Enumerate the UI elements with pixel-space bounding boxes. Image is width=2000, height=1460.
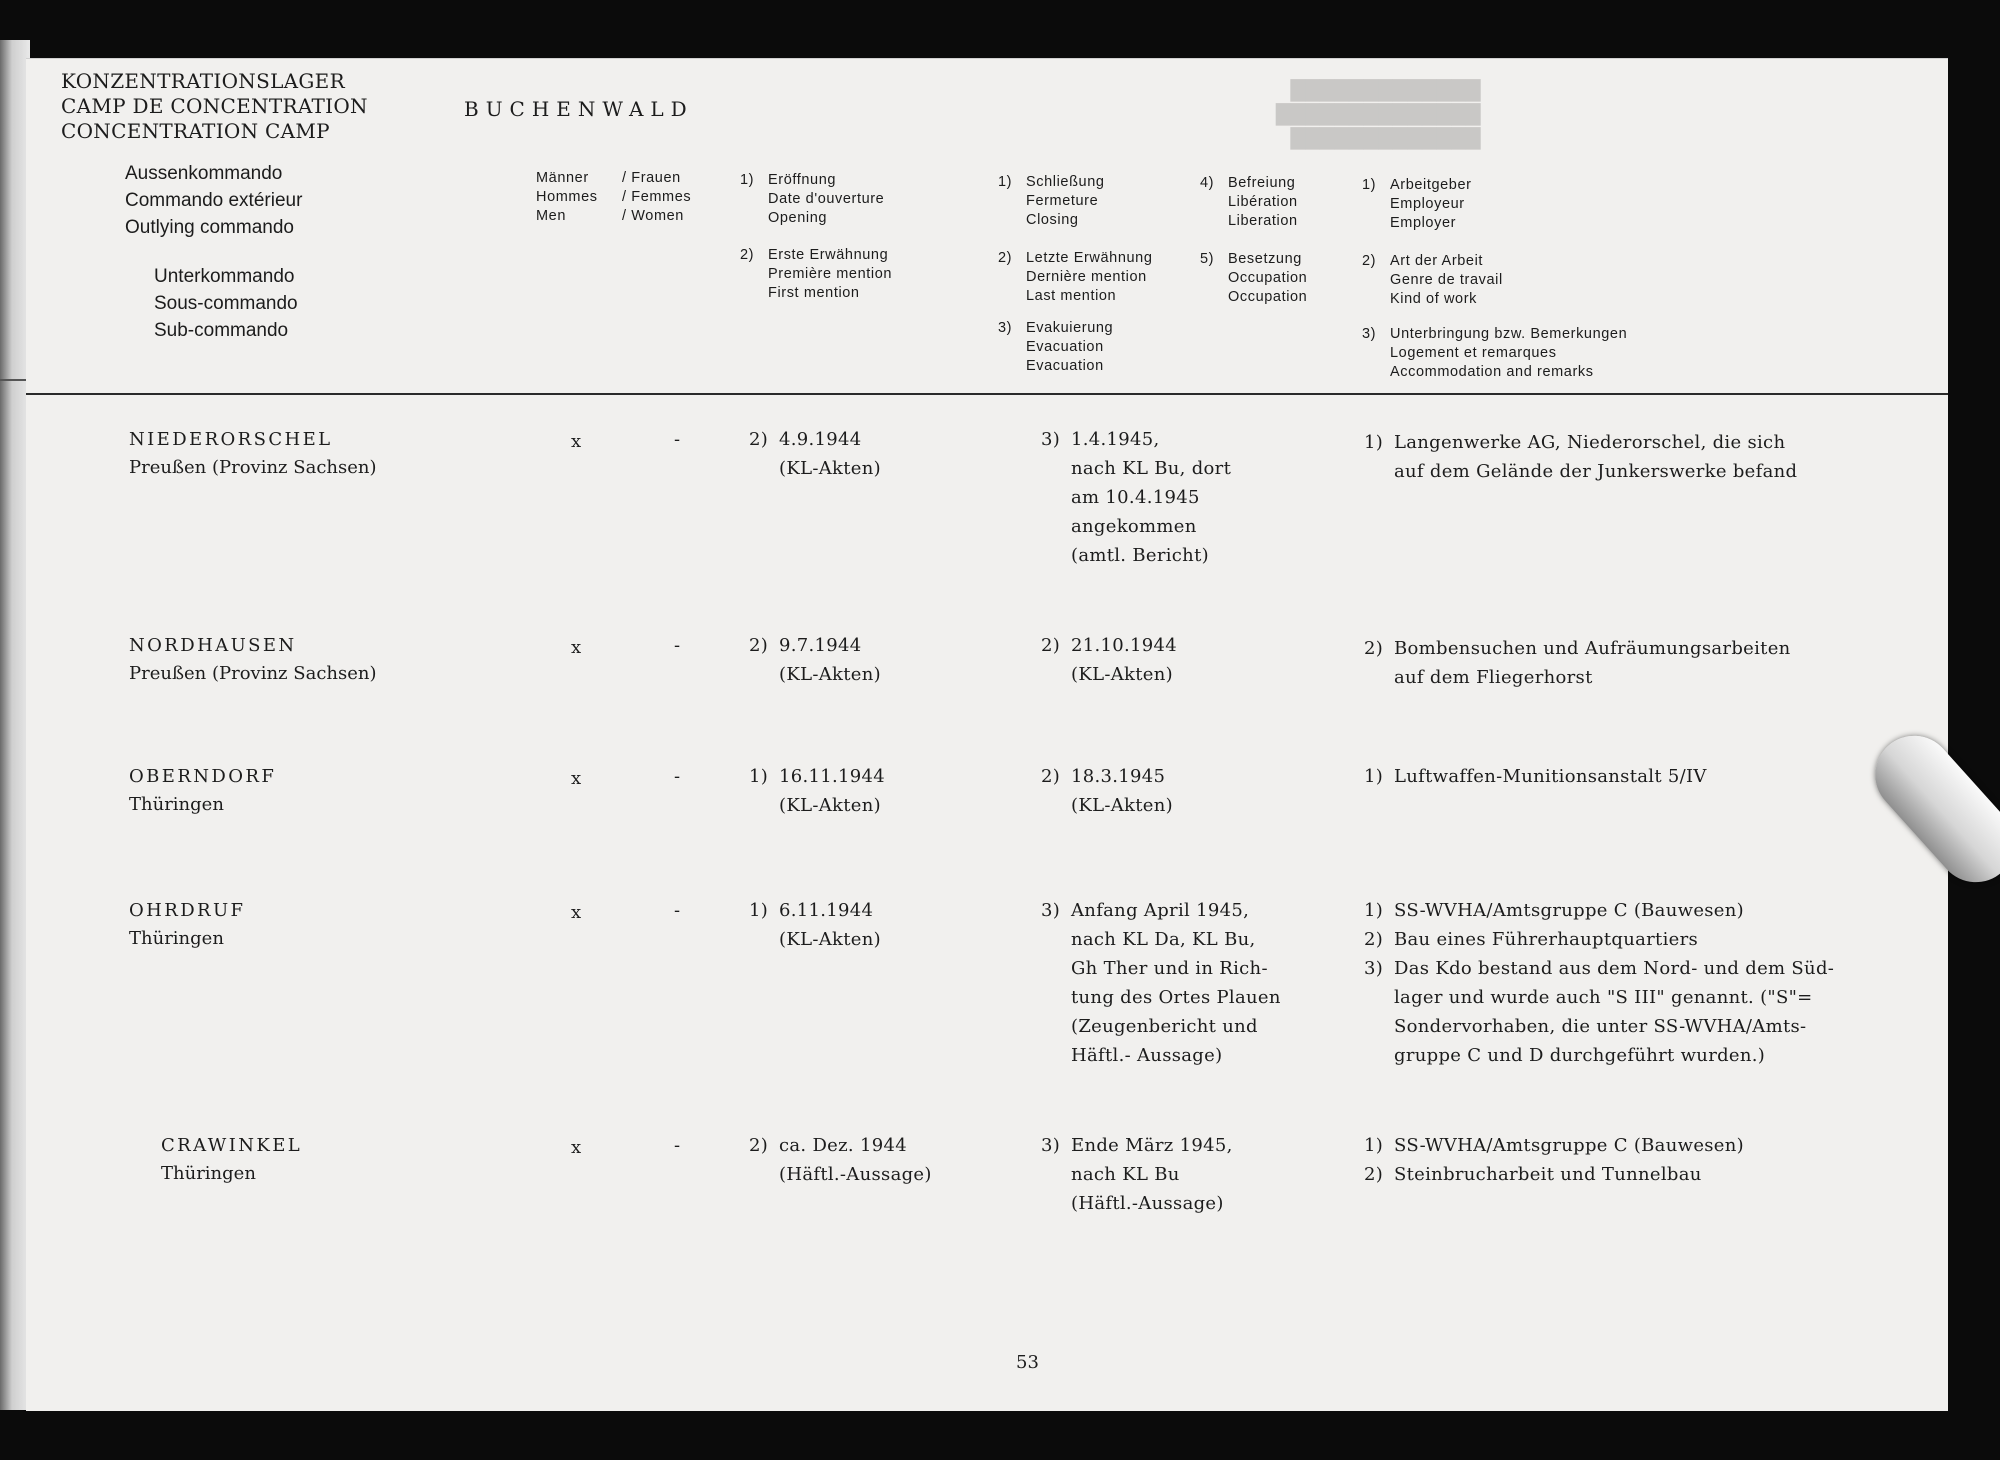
legend-opening (740, 171, 884, 228)
legend-opening-en: Opening (768, 210, 828, 226)
spine-divider (0, 379, 26, 381)
opening-source: (KL-Akten) (779, 929, 881, 950)
women-mark: - (674, 429, 681, 450)
subcamp-region: Preußen (Provinz Sachsen) (129, 663, 377, 684)
legend-last-mention (998, 249, 1153, 306)
legend-sex-men (536, 169, 598, 226)
legend-men-en: Men (536, 208, 567, 224)
opening-source: (Häftl.-Aussage) (779, 1164, 932, 1185)
work-line: Bombensuchen und Aufräumungsarbeiten (1394, 638, 1791, 659)
legend-work-de: Art der Arbeit (1390, 253, 1484, 269)
opening-num: 1) (749, 900, 769, 921)
women-mark: - (674, 766, 681, 787)
subcamp-name: NORDHAUSEN (129, 635, 297, 656)
closing-line: am 10.4.1945 (1071, 487, 1200, 508)
closing-line: Häftl.- Aussage) (1071, 1045, 1223, 1066)
outlying-de: Aussenkommando (125, 163, 283, 184)
closing-line: (KL-Akten) (1071, 795, 1173, 816)
legend-employer-num: 1) (1362, 177, 1377, 193)
closing-line: nach KL Bu (1071, 1164, 1180, 1185)
legend-accommodation (1362, 325, 1627, 382)
opening-cell (749, 631, 881, 689)
opening-cell (749, 425, 881, 483)
men-mark: x (571, 902, 582, 923)
closing-num: 3) (1041, 429, 1061, 450)
page-number: 53 (1016, 1352, 1039, 1373)
opening-date: 9.7.1944 (779, 635, 862, 656)
legend-last-mention-num: 2) (998, 250, 1013, 266)
legend-evacuation-num: 3) (998, 320, 1013, 336)
work-line: SS-WVHA/Amtsgruppe C (Bauwesen) (1394, 1135, 1744, 1156)
sub-fr: Sous-commando (154, 293, 298, 314)
opening-cell (749, 1131, 932, 1189)
work-cell (1364, 896, 1834, 1070)
subcamp-region: Thüringen (129, 794, 224, 815)
work-line: auf dem Gelände der Junkerswerke befand (1394, 461, 1798, 482)
legend-men-fr: Hommes (536, 189, 598, 205)
work-line: Luftwaffen-Munitionsanstalt 5/IV (1394, 766, 1707, 787)
work-num: 2) (1364, 1164, 1384, 1185)
opening-num: 1) (749, 766, 769, 787)
legend-work (1362, 252, 1503, 309)
closing-line: Gh Ther und in Rich- (1071, 958, 1268, 979)
legend-closing-de: Schließung (1026, 174, 1105, 190)
legend-occupation-de: Besetzung (1228, 251, 1302, 267)
work-line: Bau eines Führerhauptquartiers (1394, 929, 1699, 950)
legend-occupation-num: 5) (1200, 251, 1215, 267)
legend-occupation (1200, 250, 1307, 307)
legend-evacuation-de: Evakuierung (1026, 320, 1114, 336)
work-num: 1) (1364, 766, 1384, 787)
legend-sex-women (622, 169, 691, 226)
subcamp-name: NIEDERORSCHEL (129, 429, 333, 450)
work-num: 1) (1364, 432, 1384, 453)
legend-closing-num: 1) (998, 174, 1013, 190)
legend-liberation-de: Befreiung (1228, 175, 1296, 191)
legend-liberation-num: 4) (1200, 175, 1215, 191)
closing-line: (Häftl.-Aussage) (1071, 1193, 1224, 1214)
legend-employer (1362, 176, 1472, 233)
legend-employer-de: Arbeitgeber (1390, 177, 1472, 193)
subcamp-region: Thüringen (129, 928, 224, 949)
legend-last-mention-fr: Dernière mention (1026, 269, 1147, 285)
closing-cell (1041, 425, 1231, 570)
camp-line-fr: CAMP DE CONCENTRATION (61, 94, 368, 118)
closing-line: (Zeugenbericht und (1071, 1016, 1258, 1037)
opening-date: 16.11.1944 (779, 766, 886, 787)
opening-source: (KL-Akten) (779, 458, 881, 479)
legend-first-mention-en: First mention (768, 285, 860, 301)
legend-accommodation-fr: Logement et remarques (1390, 345, 1557, 361)
closing-cell (1041, 1131, 1233, 1218)
legend-occupation-fr: Occupation (1228, 270, 1308, 286)
legend-employer-en: Employer (1390, 215, 1457, 231)
opening-num: 2) (749, 429, 769, 450)
work-line: auf dem Fliegerhorst (1394, 667, 1593, 688)
legend-occupation-en: Occupation (1228, 289, 1308, 305)
closing-line: 18.3.1945 (1071, 766, 1166, 787)
closing-line: (KL-Akten) (1071, 664, 1173, 685)
legend-opening-fr: Date d'ouverture (768, 191, 885, 207)
legend-accommodation-en: Accommodation and remarks (1390, 364, 1594, 380)
opening-date: 4.9.1944 (779, 429, 862, 450)
sub-commando-label (154, 263, 298, 344)
outlying-en: Outlying commando (125, 217, 294, 238)
closing-cell (1041, 762, 1173, 820)
outlying-fr: Commando extérieur (125, 190, 303, 211)
legend-opening-num: 1) (740, 172, 755, 188)
legend-closing-en: Closing (1026, 212, 1079, 228)
sub-de: Unterkommando (154, 266, 295, 287)
closing-line: Anfang April 1945, (1071, 900, 1250, 921)
men-mark: x (571, 431, 582, 452)
legend-first-mention-num: 2) (740, 247, 755, 263)
closing-cell (1041, 631, 1177, 689)
legend-first-mention-de: Erste Erwähnung (768, 247, 889, 263)
work-line: SS-WVHA/Amtsgruppe C (Bauwesen) (1394, 900, 1744, 921)
work-cell (1364, 1131, 1744, 1189)
sub-en: Sub-commando (154, 320, 289, 341)
closing-line: nach KL Da, KL Bu, (1071, 929, 1256, 950)
document-page (26, 58, 1948, 1411)
women-mark: - (674, 1135, 681, 1156)
closing-line: tung des Ortes Plauen (1071, 987, 1281, 1008)
work-line: Das Kdo bestand aus dem Nord- und dem Süd- (1394, 958, 1835, 979)
camp-type-heading (61, 69, 368, 144)
opening-cell (749, 762, 885, 820)
legend-closing-fr: Fermeture (1026, 193, 1099, 209)
work-num: 1) (1364, 900, 1384, 921)
legend-evacuation-fr: Evacuation (1026, 339, 1104, 355)
opening-source: (KL-Akten) (779, 664, 881, 685)
camp-name: BUCHENWALD (464, 97, 694, 121)
legend-first-mention (740, 246, 892, 303)
opening-cell (749, 896, 881, 954)
work-line: Sondervorhaben, die unter SS-WVHA/Amts- (1394, 1016, 1807, 1037)
legend-first-mention-fr: Première mention (768, 266, 893, 282)
work-line: gruppe C und D durchgeführt wurden.) (1394, 1045, 1766, 1066)
work-cell (1364, 634, 1791, 692)
legend-men-de: Männer (536, 170, 589, 186)
closing-line: 21.10.1944 (1071, 635, 1178, 656)
closing-cell (1041, 896, 1281, 1070)
legend-work-num: 2) (1362, 253, 1377, 269)
subcamp-region: Preußen (Provinz Sachsen) (129, 457, 377, 478)
work-num: 2) (1364, 638, 1384, 659)
closing-line: angekommen (1071, 516, 1197, 537)
legend-evacuation (998, 319, 1113, 376)
closing-num: 2) (1041, 766, 1061, 787)
header-divider (26, 393, 1948, 395)
opening-source: (KL-Akten) (779, 795, 881, 816)
legend-accommodation-num: 3) (1362, 326, 1377, 342)
legend-women-fr: / Femmes (622, 189, 692, 205)
subcamp-name: OHRDRUF (129, 900, 246, 921)
closing-line: Ende März 1945, (1071, 1135, 1233, 1156)
work-line: Langenwerke AG, Niederorschel, die sich (1394, 432, 1786, 453)
legend-evacuation-en: Evacuation (1026, 358, 1104, 374)
legend-opening-de: Eröffnung (768, 172, 837, 188)
women-mark: - (674, 900, 681, 921)
outlying-commando-label (125, 160, 302, 241)
subcamp-region: Thüringen (161, 1163, 256, 1184)
work-num: 3) (1364, 958, 1384, 979)
subcamp-name: OBERNDORF (129, 766, 277, 787)
legend-liberation-fr: Libération (1228, 194, 1298, 210)
bleed-through-text: █████████████ ██████████████ █████████████ (1276, 80, 1481, 150)
closing-line: nach KL Bu, dort (1071, 458, 1232, 479)
men-mark: x (571, 637, 582, 658)
opening-date: 6.11.1944 (779, 900, 874, 921)
work-num: 2) (1364, 929, 1384, 950)
legend-work-fr: Genre de travail (1390, 272, 1503, 288)
legend-last-mention-en: Last mention (1026, 288, 1117, 304)
legend-employer-fr: Employeur (1390, 196, 1465, 212)
work-cell (1364, 428, 1797, 486)
camp-line-en: CONCENTRATION CAMP (61, 119, 330, 143)
opening-num: 2) (749, 635, 769, 656)
opening-num: 2) (749, 1135, 769, 1156)
closing-num: 2) (1041, 635, 1061, 656)
legend-liberation (1200, 174, 1298, 231)
subcamp-name: CRAWINKEL (161, 1135, 303, 1156)
legend-work-en: Kind of work (1390, 291, 1477, 307)
camp-line-de: KONZENTRATIONSLAGER (61, 69, 345, 93)
legend-closing (998, 173, 1105, 230)
legend-liberation-en: Liberation (1228, 213, 1298, 229)
men-mark: x (571, 768, 582, 789)
legend-women-en: / Women (622, 208, 684, 224)
work-cell (1364, 762, 1707, 791)
legend-women-de: / Frauen (622, 170, 681, 186)
legend-accommodation-de: Unterbringung bzw. Bemerkungen (1390, 326, 1628, 342)
closing-line: (amtl. Bericht) (1071, 545, 1209, 566)
opening-date: ca. Dez. 1944 (779, 1135, 907, 1156)
men-mark: x (571, 1137, 582, 1158)
work-line: Steinbrucharbeit und Tunnelbau (1394, 1164, 1702, 1185)
women-mark: - (674, 635, 681, 656)
legend-last-mention-de: Letzte Erwähnung (1026, 250, 1153, 266)
closing-num: 3) (1041, 900, 1061, 921)
closing-num: 3) (1041, 1135, 1061, 1156)
work-num: 1) (1364, 1135, 1384, 1156)
closing-line: 1.4.1945, (1071, 429, 1160, 450)
work-line: lager und wurde auch "S III" genannt. ("S"= (1394, 987, 1813, 1008)
